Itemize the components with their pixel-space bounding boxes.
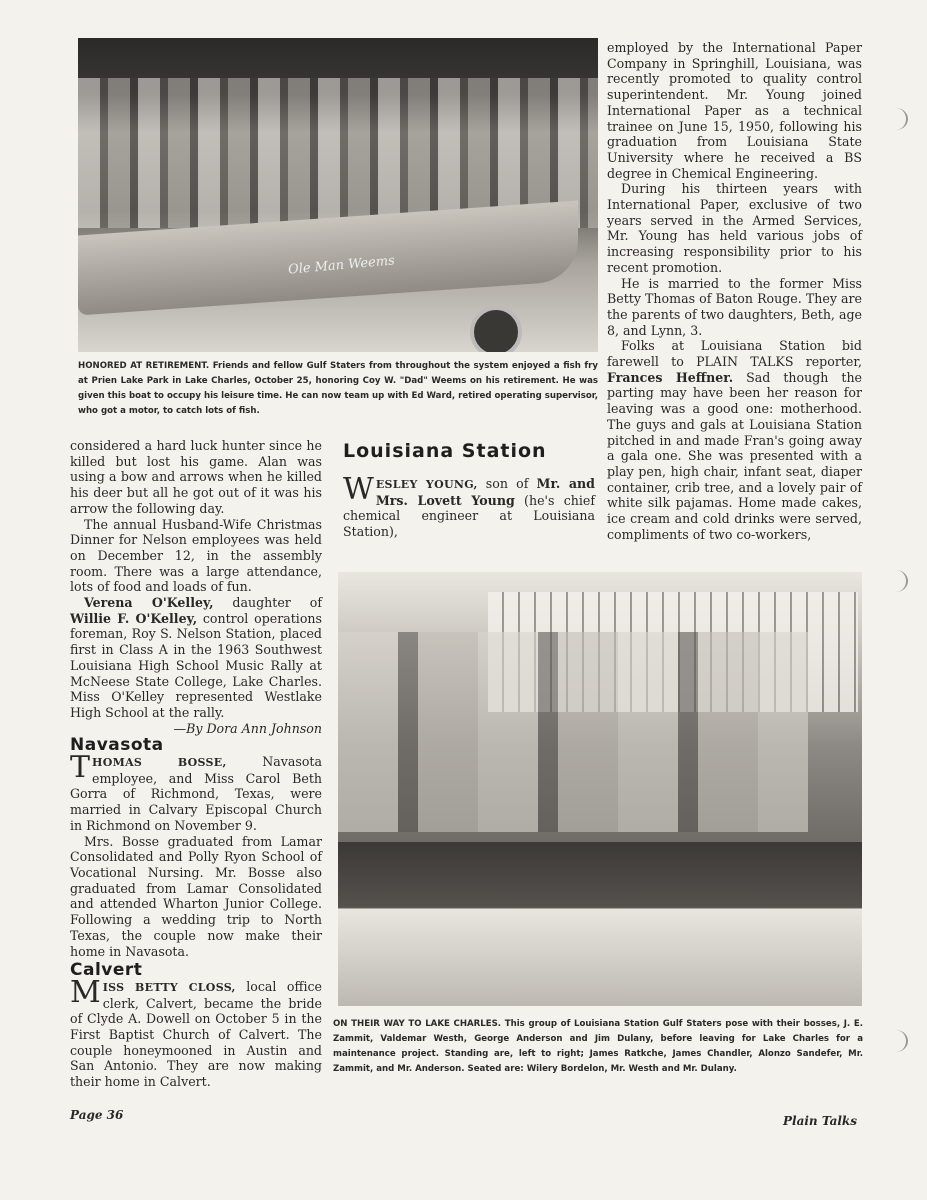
text: local office clerk, Calvert, became the bride of Clyde A. Dowell on October 5 in the First Baptist Church of Calvert. The couple honeymooned in Austin and San Antonio. They are now making their home in Calvert. [70, 978, 322, 1090]
name: Verena O'Kelley, [84, 595, 214, 611]
hunter-paragraph: considered a hard luck hunter since he killed but lost his game. Alan was using a bow and arrows when he killed his deer but all he got out of it was his arrow the following day. [70, 438, 322, 516]
binder-hole-mark [884, 108, 908, 130]
drop-cap: M [70, 974, 101, 1010]
lead-name: ESLEY YOUNG, [375, 478, 478, 491]
text: Folks at Louisiana Station bid farewell to PLAIN TALKS reporter, [607, 338, 862, 370]
boat-lettering: Ole Man Weems [287, 253, 396, 278]
group-photo [338, 572, 862, 1006]
lead-name: HOMAS BOSSE, [92, 756, 227, 770]
page-number: Page 36 [70, 1108, 124, 1122]
desk [338, 842, 862, 1006]
navasota-paragraph-1 [70, 750, 322, 834]
text: son of [477, 476, 537, 491]
group-caption [333, 1017, 863, 1077]
drop-cap: W [343, 472, 374, 507]
lead-name: ISS BETTY CLOSS, [102, 980, 236, 994]
navasota-paragraph-2: Mrs. Bosse graduated from Lamar Consolidated and Polly Ryon School of Vocational Nursing. Mr. Bosse also graduated from Lamar Consolidated and attended Wharton Junior College. Following a wedding trip to North Texas, the couple now make their home in Navasota. [70, 833, 322, 959]
young-text [343, 472, 596, 540]
publication-name: Plain Talks [783, 1114, 858, 1128]
calvert-paragraph [70, 974, 322, 1090]
christmas-dinner-paragraph: The annual Husband-Wife Christmas Dinner for Nelson employees was held on December 12, in the assembly room. There was a large attendance, lots of food and loads of fun. [70, 516, 322, 595]
binder-hole-mark [884, 570, 908, 592]
text: (he's chief chemical engineer at Louisiana Station), [343, 492, 596, 540]
left-column [70, 438, 322, 1090]
family-paragraph: He is married to the former Miss Betty Thomas of Baton Rouge. They are the parents of two daughters, Beth, age 8, and Lynn, 3. [607, 275, 862, 338]
young-paragraph [343, 472, 596, 540]
section-heading-calvert: Calvert [70, 960, 143, 981]
caption-lead: ON THEIR WAY TO LAKE CHARLES. [333, 1019, 502, 1029]
text: Sad though the parting may have been her reason for leaving was a good one: motherhood. The guys and gals at Louisiana Station pitched in and made Fran's going away a gala one. She was presented with a play pen, high chair, infant seat, diaper container, crib tree, and a lovely pair of white silk pajamas. Home made cakes, ice cream and cold drinks were served, compliments of two co-workers, [607, 369, 863, 542]
caption-text: This group of Louisiana Station Gulf Staters pose with their bosses, J. E. Zammit, Valdemar Westh, George Anderson and Jim Dulany, before leaving for Lake Charles for a maintenance project. Standing are, left to right; James Ratkche, James Chandler, Alonzo Sandefer, Mr. Zammit, and Mr. Anderson. Seated are: Wilery Bordelon, Mr. Westh and Mr. Dulany. [333, 1019, 863, 1074]
middle-column [343, 440, 595, 540]
caption-lead: HONORED AT RETIREMENT. [78, 361, 210, 371]
standing-men [338, 632, 808, 832]
name: Frances Heffner. [607, 369, 734, 385]
name: Mr. and Mrs. Lovett Young [375, 476, 595, 508]
promotion-paragraph: employed by the International Paper Company in Springhill, Louisiana, was recently promoted to quality control superintendent. Mr. Young joined International Paper as a technical trainee on June 15, 1950, following his graduation from Louisiana State University where he received a BS degree in Chemical Engineering. [607, 40, 862, 181]
retirement-caption [78, 359, 598, 419]
section-heading-navasota: Navasota [70, 735, 164, 756]
text: daughter of [213, 595, 323, 611]
text: Navasota employee, and Miss Carol Beth Gorra of Richmond, Texas, were married in Calvary Episcopal Church in Richmond on November 9. [70, 754, 322, 833]
text: control operations foreman, Roy S. Nelson Station, placed first in Class A in the 1963 Southwest Louisiana High School Music Rally at McNeese State College, Lake Charles. Miss O'Kelley represented Westlake High School at the rally. [70, 610, 322, 720]
farewell-paragraph [607, 338, 862, 542]
trailer-wheel [470, 306, 522, 352]
right-column [607, 40, 862, 543]
drop-cap: T [70, 750, 91, 786]
byline: —By Dora Ann Johnson [173, 720, 322, 736]
binder-hole-mark [884, 1030, 908, 1052]
name: Willie F. O'Kelley, [70, 610, 198, 626]
section-heading-louisiana-station: Louisiana Station [343, 440, 547, 462]
career-paragraph: During his thirteen years with International Paper, exclusive of two years served in the Armed Services, Mr. Young has held various jobs of increasing responsibility prior to his recent promotion. [607, 181, 862, 275]
retirement-photo [78, 38, 598, 352]
okelley-paragraph [70, 595, 322, 721]
caption-text: Friends and fellow Gulf Staters from throughout the system enjoyed a fish fry at Prien Lake Park in Lake Charles, October 25, honoring Coy W. "Dad" Weems on his retirement. He was given this boat to occupy his leisure time. He can now team up with Ed Ward, retired operating supervisor, who got a motor, to catch lots of fish. [78, 361, 598, 416]
